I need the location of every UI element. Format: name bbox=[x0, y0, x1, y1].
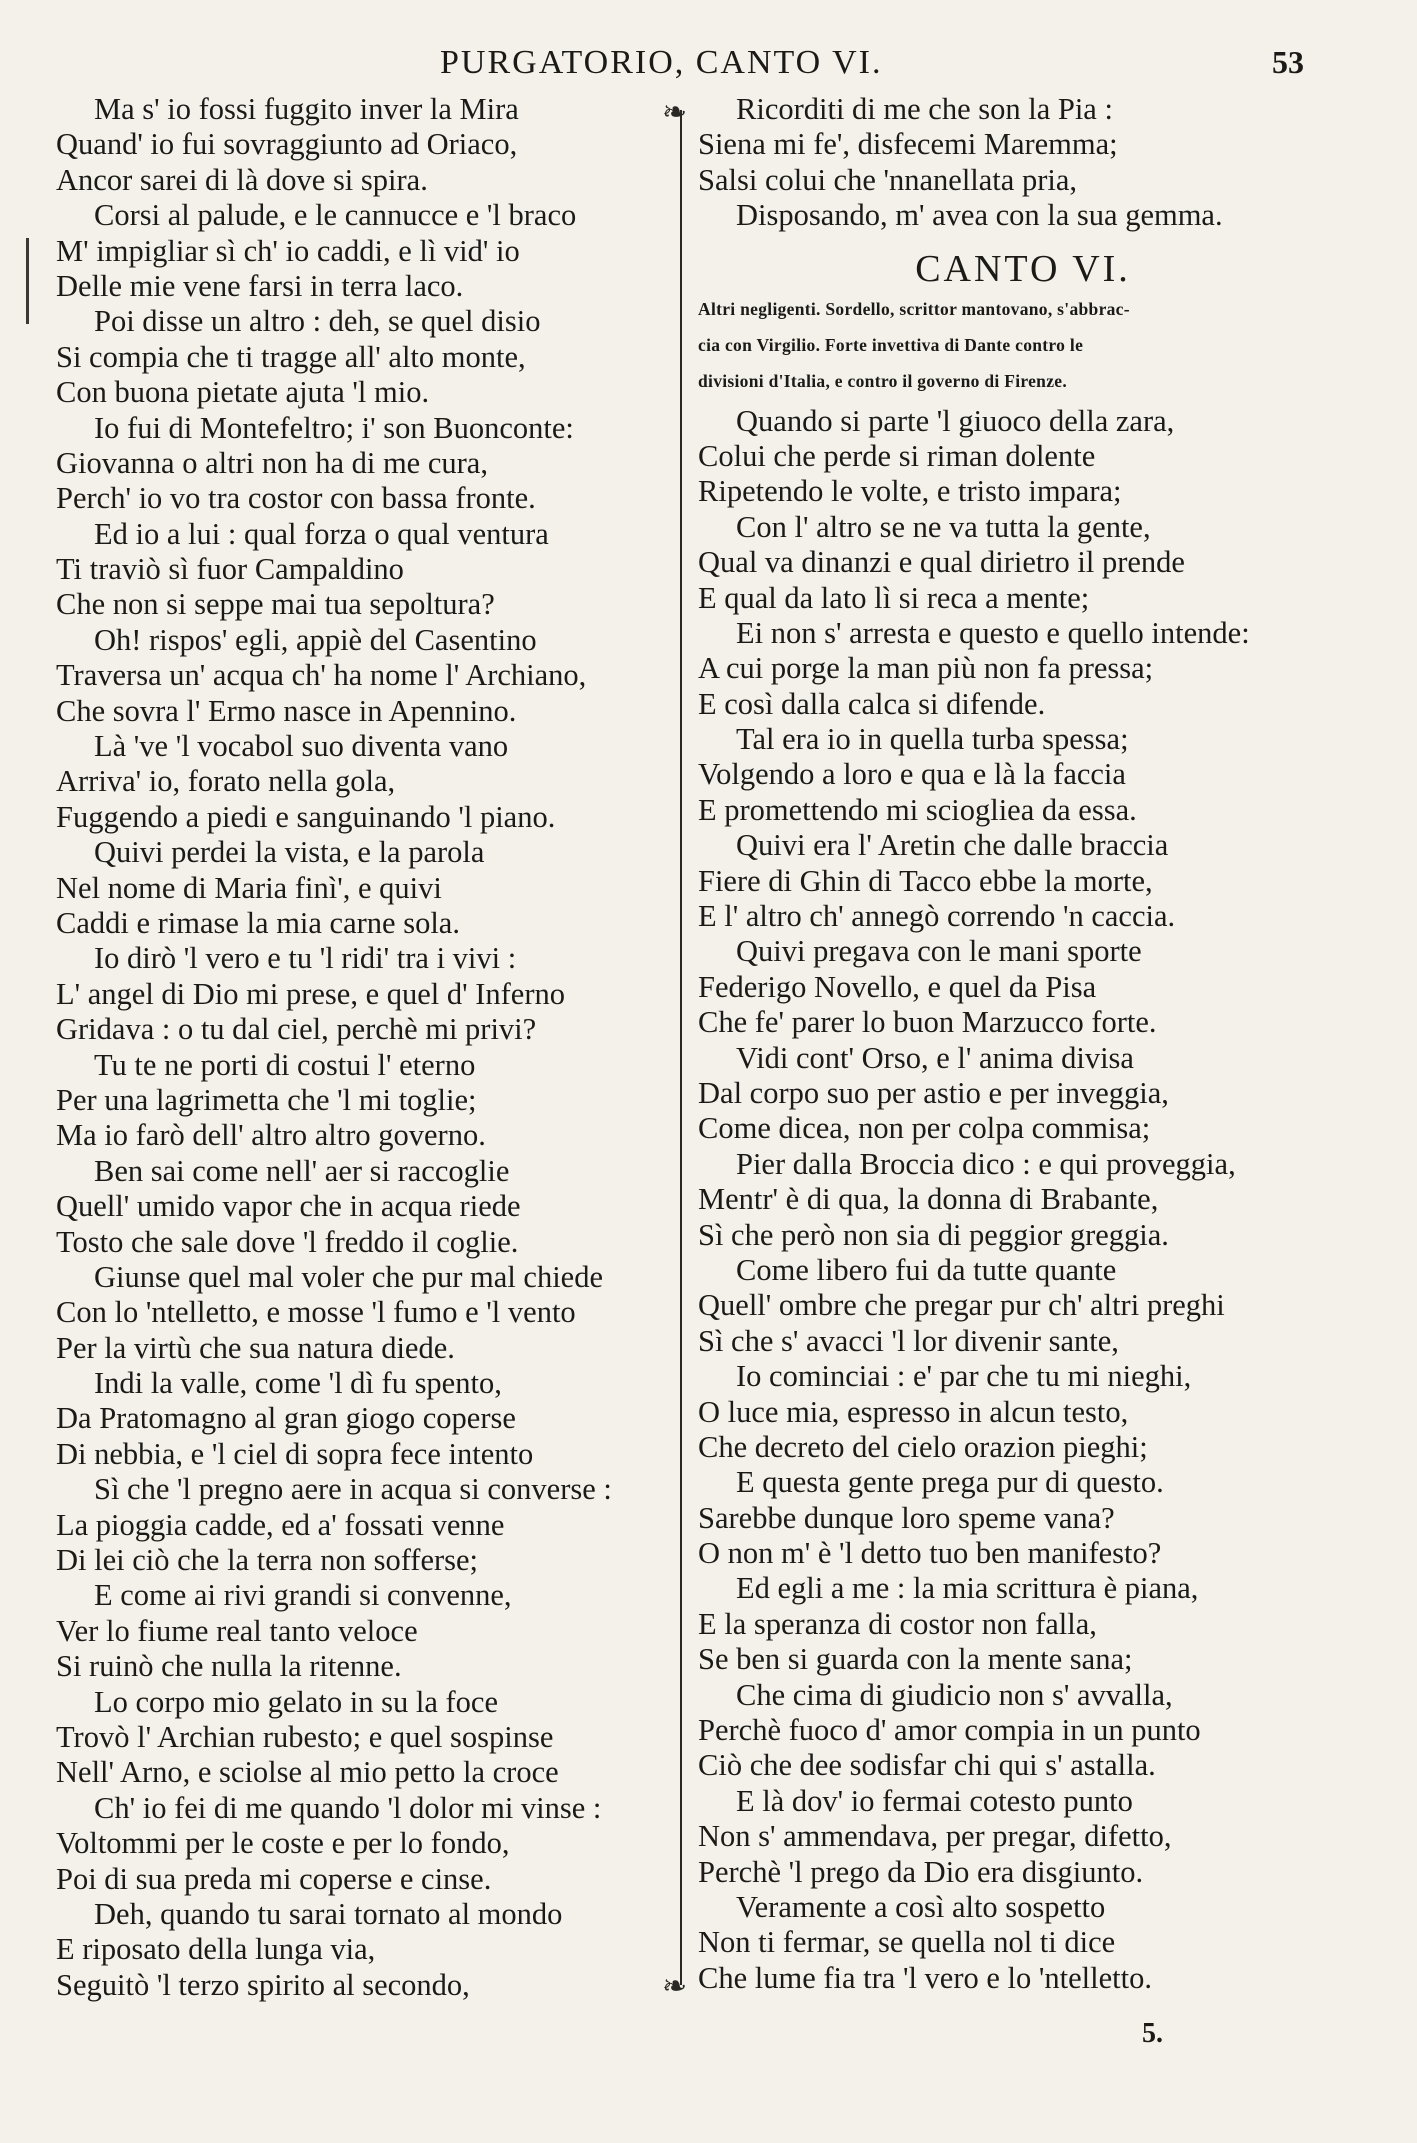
verse-line: Fiere di Ghin di Tacco ebbe la morte, bbox=[698, 863, 1153, 898]
verse-line: Nell' Arno, e sciolse al mio petto la croce bbox=[56, 1755, 559, 1790]
verse-line: Federigo Novello, e quel da Pisa bbox=[698, 969, 1097, 1004]
verse-line: Sarebbe dunque loro speme vana? bbox=[698, 1500, 1115, 1535]
verse-line: Per una lagrimetta che 'l mi toglie; bbox=[56, 1082, 477, 1117]
verse-line: Ricorditi di me che son la Pia : bbox=[736, 92, 1113, 126]
canto-v-ending bbox=[698, 92, 1338, 234]
verse-line: A cui porge la man più non fa pressa; bbox=[698, 651, 1154, 686]
verse-line: Perchè 'l prego da Dio era disgiunto. bbox=[698, 1854, 1144, 1889]
verse-line: L' angel di Dio mi prese, e quel d' Inferno bbox=[56, 976, 565, 1011]
verse-line: Che sovra l' Ermo nasce in Apennino. bbox=[56, 693, 517, 728]
summary-line: divisioni d'Italia, e contro il governo di Firenze. bbox=[698, 370, 1068, 391]
verse-line: Non ti fermar, se quella nol ti dice bbox=[698, 1925, 1116, 1960]
verse-line: Di nebbia, e 'l ciel di sopra fece intento bbox=[56, 1436, 534, 1471]
verse-line: Vidi cont' Orso, e l' anima divisa bbox=[736, 1040, 1134, 1075]
verse-line: Salsi colui che 'nnanellata pria, bbox=[698, 162, 1077, 197]
verse-line: Ancor sarei di là dove si spira. bbox=[56, 162, 428, 197]
verse-line: Con lo 'ntelletto, e mosse 'l fumo e 'l vento bbox=[56, 1295, 576, 1330]
signature-mark: 5. bbox=[1142, 2018, 1163, 2049]
verse-line: E come ai rivi grandi si convenne, bbox=[94, 1578, 512, 1613]
verse-line: Sì che però non sia di peggior greggia. bbox=[698, 1217, 1169, 1252]
verse-line: Veramente a così alto sospetto bbox=[736, 1889, 1106, 1924]
verse-line: Indi la valle, come 'l dì fu spento, bbox=[94, 1366, 502, 1401]
verse-line: E così dalla calca si difende. bbox=[698, 686, 1046, 721]
verse-line: Quand' io fui sovraggiunto ad Oriaco, bbox=[56, 127, 518, 162]
verse-line: O non m' è 'l detto tuo ben manifesto? bbox=[698, 1536, 1162, 1571]
verse-line: Colui che perde si riman dolente bbox=[698, 438, 1096, 473]
right-column bbox=[698, 92, 1338, 1996]
verse-line: Ciò che dee sodisfar chi qui s' astalla. bbox=[698, 1748, 1156, 1783]
verse-line: O luce mia, espresso in alcun testo, bbox=[698, 1394, 1129, 1429]
verse-line: Ed io a lui : qual forza o qual ventura bbox=[94, 516, 549, 551]
verse-line: Arriva' io, forato nella gola, bbox=[56, 764, 396, 799]
verse-line: Dal corpo suo per astio e per inveggia, bbox=[698, 1075, 1169, 1110]
verse-line: Pier dalla Broccia dico : e qui proveggia, bbox=[736, 1146, 1236, 1181]
verse-line: Ver lo fiume real tanto veloce bbox=[56, 1613, 418, 1648]
verse-line: Ben sai come nell' aer si raccoglie bbox=[94, 1153, 510, 1188]
verse-line: Tosto che sale dove 'l freddo il coglie. bbox=[56, 1224, 519, 1259]
verse-line: Nel nome di Maria finì', e quivi bbox=[56, 870, 442, 905]
verse-line: Giunse quel mal voler che pur mal chiede bbox=[94, 1259, 603, 1294]
verse-line: Deh, quando tu sarai tornato al mondo bbox=[94, 1896, 563, 1931]
verse-line: Ei non s' arresta e questo e quello intende: bbox=[736, 615, 1250, 650]
verse-line: Perchè fuoco d' amor compia in un punto bbox=[698, 1713, 1201, 1748]
summary-line: cia con Virgilio. Forte invettiva di Dante contro le bbox=[698, 334, 1084, 355]
verse-line: Come libero fui da tutte quante bbox=[736, 1252, 1117, 1287]
page-header bbox=[0, 44, 1417, 84]
page-number: 53 bbox=[1272, 44, 1304, 80]
summary-line: Altri negligenti. Sordello, scrittor mantovano, s'abbrac- bbox=[698, 298, 1130, 319]
verse-line: Poi disse un altro : deh, se quel disio bbox=[94, 304, 541, 339]
verse-line: Per la virtù che sua natura diede. bbox=[56, 1330, 455, 1365]
verse-line: E là dov' io fermai cotesto punto bbox=[736, 1783, 1133, 1818]
verse-line: Giovanna o altri non ha di me cura, bbox=[56, 445, 488, 480]
verse-line: M' impigliar sì ch' io caddi, e lì vid' io bbox=[56, 233, 520, 268]
verse-line: Siena mi fe', disfecemi Maremma; bbox=[698, 127, 1118, 162]
verse-line: Ma io farò dell' altro altro governo. bbox=[56, 1118, 486, 1153]
verse-line: Si compia che ti tragge all' alto monte, bbox=[56, 339, 526, 374]
verse-line: Di lei ciò che la terra non sofferse; bbox=[56, 1543, 479, 1578]
verse-line: E la speranza di costor non falla, bbox=[698, 1606, 1097, 1641]
canto-vi-verses bbox=[698, 404, 1338, 1997]
verse-line: E l' altro ch' annegò correndo 'n caccia. bbox=[698, 899, 1176, 934]
verse-line: E riposato della lunga via, bbox=[56, 1932, 376, 1967]
canto-heading: CANTO VI. bbox=[915, 247, 1131, 290]
verse-line: Ed egli a me : la mia scrittura è piana, bbox=[736, 1571, 1199, 1606]
verse-line: Come dicea, non per colpa commisa; bbox=[698, 1111, 1151, 1146]
verse-line: Volgendo a loro e qua e là la faccia bbox=[698, 757, 1126, 792]
verse-line: Quell' umido vapor che in acqua riede bbox=[56, 1189, 521, 1224]
left-column bbox=[56, 92, 686, 2003]
verse-line: Quivi era l' Aretin che dalle braccia bbox=[736, 828, 1169, 863]
canto-summary bbox=[698, 296, 1338, 394]
verse-line: Non s' ammendava, per pregar, difetto, bbox=[698, 1819, 1172, 1854]
verse-line: Da Pratomagno al gran giogo coperse bbox=[56, 1401, 516, 1436]
verse-line: Io cominciai : e' par che tu mi nieghi, bbox=[736, 1359, 1192, 1394]
flourish-ornament-bottom: ❧ bbox=[662, 1970, 688, 2003]
verse-line: Sì che 'l pregno aere in acqua si converse : bbox=[94, 1472, 612, 1507]
verse-line: Quivi pregava con le mani sporte bbox=[736, 934, 1142, 969]
verse-line: Con buona pietate ajuta 'l mio. bbox=[56, 375, 430, 410]
verse-line: Ti traviò sì fuor Campaldino bbox=[56, 552, 404, 587]
verse-line: Fuggendo a piedi e sanguinando 'l piano. bbox=[56, 799, 556, 834]
verse-line: Che lume fia tra 'l vero e lo 'ntelletto. bbox=[698, 1960, 1152, 1995]
verse-line: Che non si seppe mai tua sepoltura? bbox=[56, 587, 495, 622]
verse-line: Tal era io in quella turba spessa; bbox=[736, 722, 1129, 757]
verse-line: Ch' io fei di me quando 'l dolor mi vinse : bbox=[94, 1790, 602, 1825]
verse-line: Io fui di Montefeltro; i' son Buonconte: bbox=[94, 410, 574, 445]
verse-line: Se ben si guarda con la mente sana; bbox=[698, 1642, 1133, 1677]
verse-line: Disposando, m' avea con la sua gemma. bbox=[736, 198, 1223, 233]
verse-line: Traversa un' acqua ch' ha nome l' Archiano, bbox=[56, 658, 587, 693]
verse-line: Mentr' è di qua, la donna di Brabante, bbox=[698, 1182, 1159, 1217]
running-title: PURGATORIO, CANTO VI. bbox=[440, 44, 883, 81]
verse-line: Con l' altro se ne va tutta la gente, bbox=[736, 509, 1151, 544]
verse-line: La pioggia cadde, ed a' fossati venne bbox=[56, 1507, 505, 1542]
verse-line: Sì che s' avacci 'l lor divenir sante, bbox=[698, 1323, 1119, 1358]
verse-line: Che decreto del cielo orazion pieghi; bbox=[698, 1429, 1148, 1464]
verse-line: Si ruinò che nulla la ritenne. bbox=[56, 1649, 402, 1684]
verse-line: Poi di sua preda mi coperse e cinse. bbox=[56, 1861, 492, 1896]
verse-line: Quell' ombre che pregar pur ch' altri preghi bbox=[698, 1288, 1225, 1323]
verse-line: E promettendo mi sciogliea da essa. bbox=[698, 792, 1137, 827]
verse-line: E qual da lato lì si reca a mente; bbox=[698, 580, 1090, 615]
verse-line: Quivi perdei la vista, e la parola bbox=[94, 835, 485, 870]
verse-line: Delle mie vene farsi in terra laco. bbox=[56, 268, 464, 303]
verse-line: Tu te ne porti di costui l' eterno bbox=[94, 1047, 476, 1082]
verse-line: Perch' io vo tra costor con bassa fronte. bbox=[56, 481, 536, 516]
verse-line: Io dirò 'l vero e tu 'l ridi' tra i vivi : bbox=[94, 941, 517, 976]
verse-line: Caddi e rimase la mia carne sola. bbox=[56, 905, 460, 940]
verse-line: Quando si parte 'l giuoco della zara, bbox=[736, 403, 1175, 438]
verse-line: Che fe' parer lo buon Marzucco forte. bbox=[698, 1005, 1157, 1040]
verse-line: Che cima di giudicio non s' avvalla, bbox=[736, 1677, 1173, 1712]
verse-line: Seguitò 'l terzo spirito al secondo, bbox=[56, 1967, 470, 2002]
verse-line: Voltommi per le coste e per lo fondo, bbox=[56, 1826, 510, 1861]
verse-line: Là 've 'l vocabol suo diventa vano bbox=[94, 729, 509, 764]
margin-mark bbox=[26, 238, 29, 324]
verse-line: E questa gente prega pur di questo. bbox=[736, 1465, 1164, 1500]
verse-line: Lo corpo mio gelato in su la foce bbox=[94, 1684, 499, 1719]
verse-line: Gridava : o tu dal ciel, perchè mi privi? bbox=[56, 1012, 537, 1047]
verse-line: Oh! rispos' egli, appiè del Casentino bbox=[94, 622, 537, 657]
column-rule bbox=[680, 110, 682, 1985]
verse-line: Ma s' io fossi fuggito inver la Mira bbox=[94, 92, 519, 126]
verse-line: Ripetendo le volte, e tristo impara; bbox=[698, 474, 1122, 509]
verse-line: Corsi al palude, e le cannucce e 'l braco bbox=[94, 198, 577, 233]
verse-line: Trovò l' Archian rubesto; e quel sospinse bbox=[56, 1719, 554, 1754]
verse-line: Qual va dinanzi e qual dirietro il prende bbox=[698, 545, 1185, 580]
flourish-ornament-top: ❧ bbox=[662, 96, 688, 129]
